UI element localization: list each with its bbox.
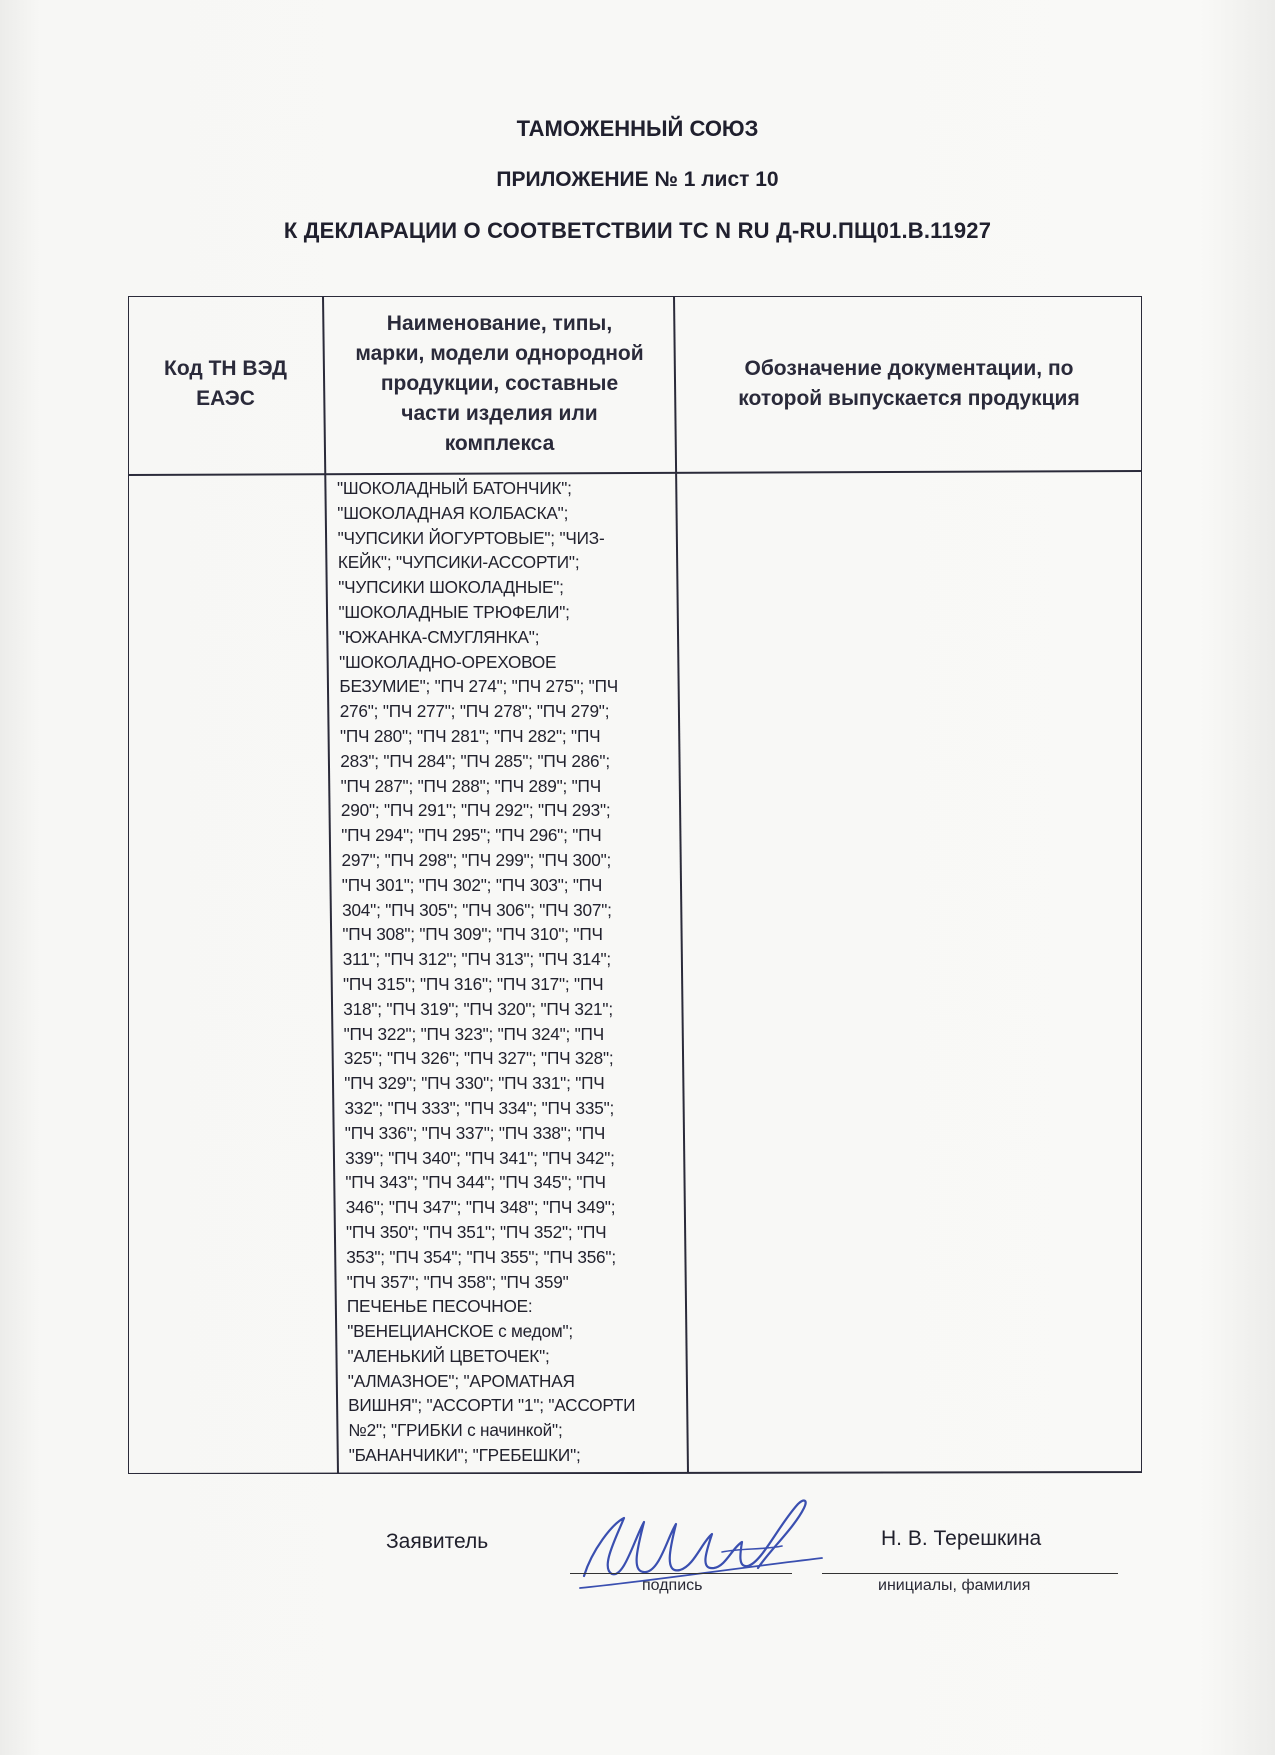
product-line: "ПЧ 329"; "ПЧ 330"; "ПЧ 331"; "ПЧ xyxy=(344,1073,605,1094)
product-line: БЕЗУМИЕ"; "ПЧ 274"; "ПЧ 275"; "ПЧ xyxy=(339,676,618,697)
applicant-label: Заявитель xyxy=(386,1530,489,1553)
product-line: ВИШНЯ"; "АССОРТИ "1"; "АССОРТИ xyxy=(348,1395,636,1416)
product-line: "ПЧ 350"; "ПЧ 351"; "ПЧ 352"; "ПЧ xyxy=(346,1221,607,1242)
product-line: "ПЧ 315"; "ПЧ 316"; "ПЧ 317"; "ПЧ xyxy=(343,973,604,994)
header-doc-line: которой выпускается продукция xyxy=(738,387,1080,410)
column-divider-1 xyxy=(323,296,338,1474)
applicant-name: Н. В. Терешкина xyxy=(881,1527,1042,1550)
header-documentation xyxy=(676,296,1142,472)
product-line: 339"; "ПЧ 340"; "ПЧ 341"; "ПЧ 342"; xyxy=(345,1147,615,1168)
product-line: "АЛМАЗНОЕ"; "АРОМАТНАЯ xyxy=(347,1370,575,1391)
document-title: ТАМОЖЕННЫЙ СОЮЗ xyxy=(516,116,759,141)
product-line: 311"; "ПЧ 312"; "ПЧ 313"; "ПЧ 314"; xyxy=(342,949,612,970)
product-line: 276"; "ПЧ 277"; "ПЧ 278"; "ПЧ 279"; xyxy=(339,701,610,722)
product-line: "АЛЕНЬКИЙ ЦВЕТОЧЕК"; xyxy=(347,1345,550,1366)
product-line: 318"; "ПЧ 319"; "ПЧ 320"; "ПЧ 321"; xyxy=(343,998,613,1019)
header-doc-line: Обозначение документации, по xyxy=(744,357,1074,380)
products-table xyxy=(128,296,1142,1474)
product-line: 283"; "ПЧ 284"; "ПЧ 285"; "ПЧ 286"; xyxy=(340,750,610,771)
product-line: "ПЧ 336"; "ПЧ 337"; "ПЧ 338"; "ПЧ xyxy=(344,1122,606,1143)
name-caption: инициалы, фамилия xyxy=(878,1577,1031,1594)
product-line: 346"; "ПЧ 347"; "ПЧ 348"; "ПЧ 349"; xyxy=(345,1197,616,1218)
appendix-title: ПРИЛОЖЕНИЕ № 1 лист 10 xyxy=(496,168,779,191)
product-line: "ЧУПСИКИ ШОКОЛАДНЫЕ"; xyxy=(338,577,564,598)
header-code-line: Код ТН ВЭД xyxy=(164,357,287,380)
product-line: ПЕЧЕНЬЕ ПЕСОЧНОЕ: xyxy=(346,1296,533,1317)
product-line: "БАНАНЧИКИ"; "ГРЕБЕШКИ"; xyxy=(348,1445,581,1466)
product-line: "ПЧ 280"; "ПЧ 281"; "ПЧ 282"; "ПЧ xyxy=(340,725,601,746)
product-line: "ПЧ 322"; "ПЧ 323"; "ПЧ 324"; "ПЧ xyxy=(343,1023,604,1044)
signature-line xyxy=(570,1573,792,1574)
product-line: "ПЧ 287"; "ПЧ 288"; "ПЧ 289"; "ПЧ xyxy=(340,775,601,796)
signature-caption: подпись xyxy=(642,1577,703,1594)
product-line: "ЮЖАНКА-СМУГЛЯНКА"; xyxy=(338,626,540,647)
header-code-line: ЕАЭС xyxy=(196,387,255,410)
product-line: "ШОКОЛАДНО-ОРЕХОВОЕ xyxy=(339,651,557,672)
name-line xyxy=(822,1573,1118,1574)
product-line: "ПЧ 294"; "ПЧ 295"; "ПЧ 296"; "ПЧ xyxy=(341,825,602,846)
product-line: 304"; "ПЧ 305"; "ПЧ 306"; "ПЧ 307"; xyxy=(342,899,612,920)
product-line: 290"; "ПЧ 291"; "ПЧ 292"; "ПЧ 293"; xyxy=(340,800,611,821)
declaration-title: К ДЕКЛАРАЦИИ О СООТВЕТСТВИИ ТС N RU Д-RU.ПЩ01.В.11927 xyxy=(283,218,992,243)
header-name-line: Наименование, типы, xyxy=(386,312,613,335)
product-line: "ПЧ 308"; "ПЧ 309"; "ПЧ 310"; "ПЧ xyxy=(342,924,603,945)
product-line: №2"; "ГРИБКИ с начинкой"; xyxy=(348,1420,563,1441)
product-line: "ПЧ 301"; "ПЧ 302"; "ПЧ 303"; "ПЧ xyxy=(341,874,603,895)
product-line: 353"; "ПЧ 354"; "ПЧ 355"; "ПЧ 356"; xyxy=(346,1246,616,1267)
header-name-line: комплекса xyxy=(444,432,555,455)
header-name-line: части изделия или xyxy=(401,402,598,425)
product-line: "ШОКОЛАДНЫЕ ТРЮФЕЛИ"; xyxy=(338,601,570,622)
products-cell xyxy=(337,476,677,1468)
product-line: "ШОКОЛАДНЫЙ БАТОНЧИК"; xyxy=(337,478,572,498)
product-line: 297"; "ПЧ 298"; "ПЧ 299"; "ПЧ 300"; xyxy=(341,849,612,870)
product-line: "ШОКОЛАДНАЯ КОЛБАСКА"; xyxy=(337,502,569,523)
header-name xyxy=(325,296,674,472)
header-name-line: продукции, составные xyxy=(380,372,619,395)
product-line: 332"; "ПЧ 333"; "ПЧ 334"; "ПЧ 335"; xyxy=(344,1097,615,1118)
product-line: КЕЙК"; "ЧУПСИКИ-АССОРТИ"; xyxy=(337,552,580,573)
header-name-line: марки, модели однородной xyxy=(355,342,644,365)
product-line: "ЧУПСИКИ ЙОГУРТОВЫЕ"; "ЧИЗ- xyxy=(337,527,605,548)
product-line: "ВЕНЕЦИАНСКОЕ с медом"; xyxy=(347,1321,573,1342)
product-line: "ПЧ 343"; "ПЧ 344"; "ПЧ 345"; "ПЧ xyxy=(345,1172,606,1193)
product-line: "ПЧ 357"; "ПЧ 358"; "ПЧ 359" xyxy=(346,1271,569,1292)
product-line: 325"; "ПЧ 326"; "ПЧ 327"; "ПЧ 328"; xyxy=(343,1048,614,1069)
header-code xyxy=(128,296,323,472)
